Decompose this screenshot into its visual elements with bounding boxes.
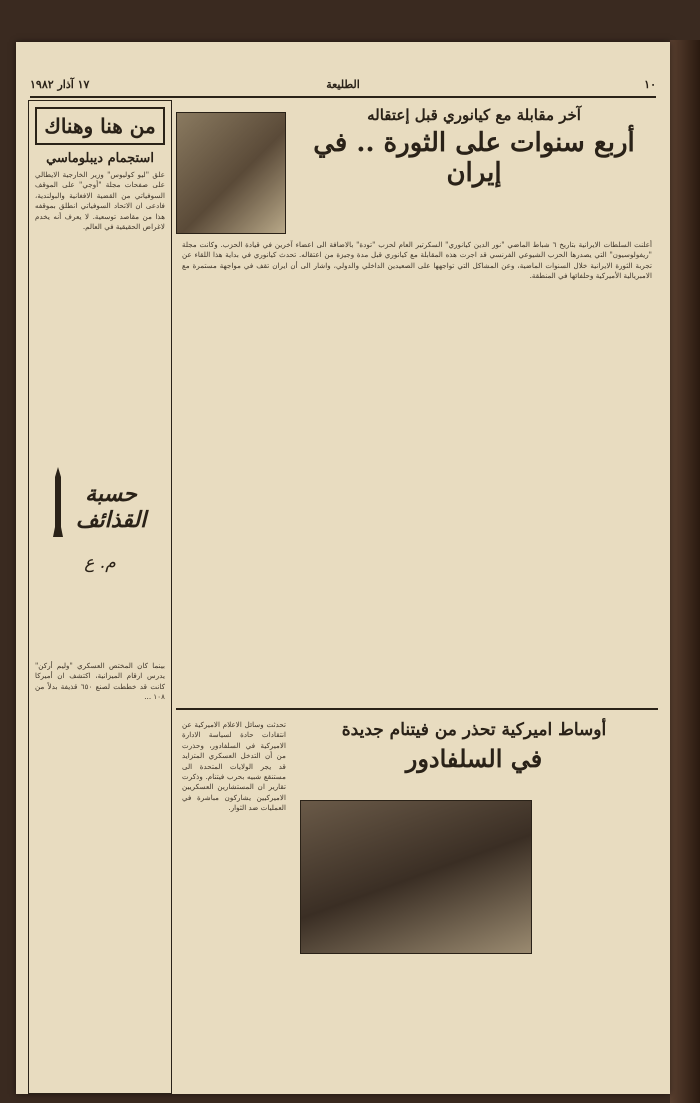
article1-text: أعلنت السلطات الايرانية بتاريخ ٦ شباط الماضي "نور الدين كيانوري" السكرتير العام لحزب "تودة" بالاضافة الى اعضاء آخرين في قيادة الحزب. وكانت مجلة "ريفولوسيون" التي يصدرها الحزب الشيوعي الفرنسي قد اجرت هذه المقابلة مع كيانوري قبل مدة وجيزة من اعتقاله. تحدث كيانوري في بداية هذا اللقاء عن تجربة الثورة الايرانية خلال السنوات الماضية، وعن المشاكل التي تواجهها على الصعيدين الداخلي والدولي، واشار الى أن ايران تقف في مواجهة مستمرة مع الامبريالية الأميركية وحلفائها في المنطقة.	[182, 240, 652, 281]
article2-photo-soldiers	[300, 800, 532, 954]
article1-kicker: آخر مقابلة مع كيانوري قبل إعتقاله	[367, 106, 581, 124]
column-box-title: حسبة القذائف	[75, 481, 147, 533]
article1-body	[176, 240, 658, 700]
page-number: ١٠	[644, 78, 656, 91]
article1-headline-block	[296, 106, 652, 188]
page-header	[30, 78, 656, 98]
column-subtitle: استجمام ديبلوماسي	[46, 151, 154, 166]
left-column	[28, 100, 172, 1094]
issue-date: ١٧ آذار ١٩٨٢	[30, 78, 90, 91]
masthead: الطليعة	[326, 78, 360, 91]
article1-headline: أربع سنوات على الثورة .. في إيران	[313, 128, 635, 188]
article-photo-portrait	[176, 112, 286, 234]
article2-headline: في السلفادور	[405, 744, 543, 773]
article2-text: تحدثت وسائل الاعلام الاميركية عن انتقادات حادة لسياسة الادارة الاميركية في السلفادور، وحذرت من أن التدخل العسكري المتزايد قد يجر الولايات المتحدة الى مستنقع شبيه بحرب فيتنام. وذكرت تقارير ان المستشارين العسكريين الاميركيين يشاركون مباشرة في العمليات ضد الثوار.	[182, 720, 286, 813]
article2-side-column	[176, 720, 292, 1090]
column-title: من هنا وهناك	[35, 107, 165, 145]
article2-headline-block	[296, 720, 652, 773]
column-paragraph-1: علق "ليو كوليوس" وزير الخارجية الايطالي على صفحات مجلة "أوجي" على الموقف السوفياتي من القضية الافغانية والبولندية، فادعى ان الاتحاد السوفياتي انطلق بموقفه هذا من مقاصد توسعية. لا يعرف أنه يخدم لاغراض الحقيقية في العالم.	[35, 170, 165, 232]
article2-kicker: أوساط اميركية تحذر من فيتنام جديدة	[341, 720, 607, 740]
binding-edge	[670, 40, 700, 1103]
section-divider	[176, 708, 658, 710]
column-signature: م. ع	[84, 553, 116, 573]
column-paragraph-2: بينما كان المختص العسكري "وليم أركن" يدرس ارقام الميزانية، اكتشف ان أميركا كانت قد خططت لصنع ٦٥٠ قذيفة بدلاً من ١٠٨ ...	[35, 661, 165, 702]
newspaper-page	[16, 42, 670, 1094]
